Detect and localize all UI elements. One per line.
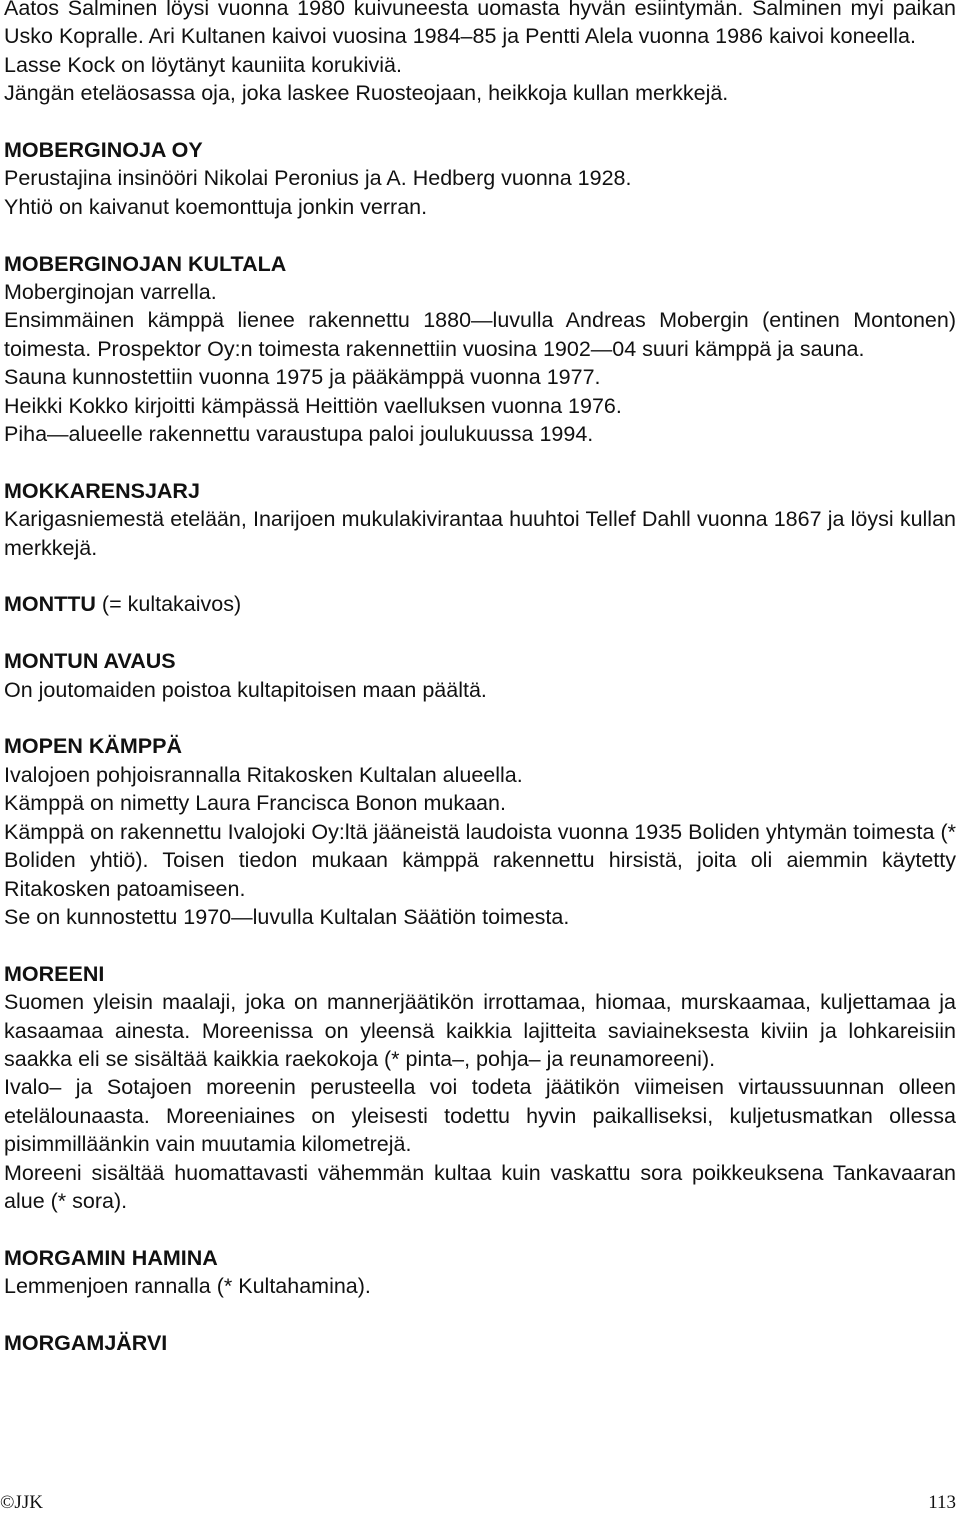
paragraph: Moberginojan varrella. (4, 280, 217, 305)
entry-morgamin-hamina (4, 1244, 956, 1301)
paragraph: Suomen yleisin maalaji, joka on mannerjäätikön irrottamaa, hiomaa, murskaamaa, kuljettamaa ja kasaamaa ainesta. Moreenissa on yleensä kaikkia lajitteita saviaineksesta kiviin ja lohkareisiin saakka eli se sisältää kaikkia raekokoja (* pinta–, pohja– ja reunamoreeni). (4, 990, 956, 1071)
entry-montun-avaus (4, 647, 956, 704)
entry-heading: MOREENI (4, 961, 105, 986)
paragraph: On joutomaiden poistoa kultapitoisen maan päältä. (4, 677, 487, 702)
intro-section (4, 0, 956, 108)
paragraph: Karigasniemestä etelään, Inarijoen mukulakivirantaa huuhtoi Tellef Dahll vuonna 1867 ja löysi kullan merkkejä. (4, 507, 956, 560)
entry-heading: MOBERGINOJAN KULTALA (4, 251, 287, 276)
entry-monttu (4, 590, 956, 618)
copyright-text: ©JJK (0, 1492, 43, 1513)
paragraph: Yhtiö on kaivanut koemonttuja jonkin verran. (4, 194, 428, 219)
paragraph: Sauna kunnostettiin vuonna 1975 ja pääkämppä vuonna 1977. (4, 365, 601, 390)
entry-heading: MONTTU (4, 592, 96, 617)
paragraph: Kämppä on rakennettu Ivalojoki Oy:ltä jääneistä laudoista vuonna 1935 Boliden yhtymän toimesta (* Boliden yhtiö). Toisen tiedon mukaan kämppä rakennettu hirsistä, joita oli aiemmin käytetty Ritakosken patoamiseen. (4, 819, 956, 901)
paragraph: Heikki Kokko kirjoitti kämpässä Heittiön vaelluksen vuonna 1976. (4, 393, 622, 418)
entry-morgamjarvi (4, 1329, 956, 1357)
paragraph: Piha—alueelle rakennettu varaustupa paloi joulukuussa 1994. (4, 422, 594, 447)
paragraph: Kämppä on nimetty Laura Francisca Bonon mukaan. (4, 791, 506, 816)
entry-heading: MOPEN KÄMPPÄ (4, 734, 182, 759)
heading-suffix: (= kultakaivos) (95, 592, 242, 617)
entry-moreeni (4, 960, 956, 1216)
entry-heading: MORGAMJÄRVI (4, 1330, 168, 1355)
paragraph: Lemmenjoen rannalla (* Kultahamina). (4, 1274, 371, 1299)
paragraph: Perustajina insinööri Nikolai Peronius ja A. Hedberg vuonna 1928. (4, 166, 632, 191)
page-number: 113 (928, 1492, 956, 1513)
paragraph: Se on kunnostettu 1970—luvulla Kultalan Säätiön toimesta. (4, 904, 570, 929)
paragraph: Ivalojoen pohjoisrannalla Ritakosken Kultalan alueella. (4, 762, 523, 787)
entry-mopen-kamppa (4, 732, 956, 931)
paragraph: Moreeni sisältää huomattavasti vähemmän kultaa kuin vaskattu sora poikkeuksena Tankavaaran alue (* sora). (4, 1160, 956, 1213)
entry-heading: MONTUN AVAUS (4, 649, 176, 674)
entry-moberginoja-oy (4, 136, 956, 221)
entry-heading: MORGAMIN HAMINA (4, 1245, 218, 1270)
entry-moberginojan-kultala (4, 250, 956, 449)
page-footer (0, 1492, 960, 1514)
paragraph: Lasse Kock on löytänyt kauniita korukiviä. (4, 52, 402, 77)
paragraph: Jängän eteläosassa oja, joka laskee Ruosteojaan, heikkoja kullan merkkejä. (4, 81, 729, 106)
paragraph: Ensimmäinen kämppä lienee rakennettu 1880—luvulla Andreas Mobergin (entinen Montonen) toimesta. Prospektor Oy:n toimesta rakennettiin vuosina 1902—04 suuri kämppä ja sauna. (4, 308, 956, 361)
paragraph: Ivalo– ja Sotajoen moreenin perusteella voi todeta jäätikön viimeisen virtaussuunnan olleen etelälounaasta. Moreeniaines on yleisesti todettu hyvin paikalliseksi, kuljetusmatkan ollessa pisimmilläänkin vain muutamia kilometrejä. (4, 1075, 956, 1157)
entry-heading-line (4, 590, 956, 618)
entry-mokkarensjarj (4, 477, 956, 562)
paragraph: Aatos Salminen löysi vuonna 1980 kuivuneesta uomasta hyvän esiintymän. Salminen myi paikan Usko Kopralle. Ari Kultanen kaivoi vuosina 1984–85 ja Pentti Alela vuonna 1986 kaivoi koneella. (4, 0, 956, 49)
entry-heading: MOKKARENSJARJ (4, 478, 200, 503)
entry-heading: MOBERGINOJA OY (4, 138, 203, 163)
page-content (4, 0, 956, 1386)
